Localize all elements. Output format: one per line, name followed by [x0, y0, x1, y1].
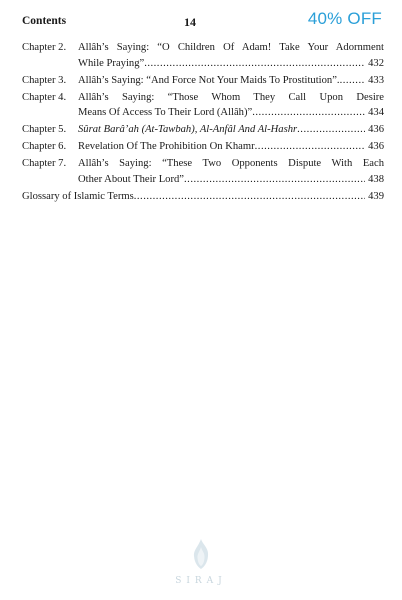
- chapter-title-text: Allâh’s Saying: “And Force Not Your Maids To Prostitution”.: [78, 74, 340, 86]
- dot-leader: [184, 172, 365, 188]
- chapter-title: [78, 40, 384, 71]
- chapter-title-line: [78, 172, 384, 188]
- chapter-label: Chapter 4.: [22, 91, 67, 103]
- toc-entry-chapter-4[interactable]: [22, 90, 384, 121]
- chapter-title-text: Sûrat Barâ’ah (At-Tawbah), Al-Anfâl And Al-Hashr: [78, 124, 298, 135]
- chapter-label: Chapter 3.: [22, 74, 67, 86]
- chapter-title-text: While Praying”: [78, 57, 145, 69]
- chapter-title-line: [78, 105, 384, 121]
- toc-entry-chapter-7[interactable]: [22, 156, 384, 187]
- chapter-title: [78, 73, 384, 89]
- chapter-page-number: 438: [368, 173, 384, 185]
- chapter-title-line: [78, 73, 384, 89]
- dot-leader: [297, 122, 365, 138]
- chapter-label: Chapter 2.: [22, 42, 67, 53]
- chapter-page-number: 434: [368, 107, 384, 118]
- page-header: [22, 9, 382, 34]
- page-number: 14: [184, 15, 196, 29]
- dot-leader: [252, 105, 365, 121]
- glossary-page-number: 439: [368, 190, 384, 202]
- section-title: Contents: [22, 15, 67, 27]
- chapter-label: Chapter 6.: [22, 141, 67, 152]
- flame-logo-icon: [190, 538, 212, 570]
- chapter-title: [78, 122, 384, 138]
- dot-leader: [340, 73, 366, 89]
- chapter-label: Chapter 7.: [22, 158, 67, 169]
- watermark-brand: SIRAJ: [175, 576, 227, 586]
- toc-entry-chapter-5[interactable]: [22, 122, 384, 138]
- dot-leader: [134, 189, 365, 205]
- dot-leader: [144, 56, 365, 72]
- discount-badge: 40% OFF: [307, 9, 382, 28]
- chapter-title: [78, 139, 384, 155]
- chapter-title-line: Allâh’s Saying: “O Children Of Adam! Take Your Adornment: [78, 42, 384, 53]
- glossary-title: [22, 189, 384, 205]
- chapter-title-text: Other About Their Lord”: [78, 173, 185, 185]
- chapter-page-number: 433: [368, 74, 384, 86]
- chapter-title-line: Allâh’s Saying: “Those Whom They Call Upon Desire: [78, 91, 384, 103]
- table-of-contents: [22, 40, 384, 204]
- chapter-page-number: 436: [368, 141, 384, 152]
- chapter-title-line: [78, 139, 384, 155]
- chapter-title: [78, 156, 384, 187]
- chapter-title-text: Means Of Access To Their Lord (Allâh)”: [78, 107, 253, 118]
- chapter-label: Chapter 5.: [22, 124, 67, 135]
- chapter-page-number: 432: [368, 57, 384, 69]
- dot-leader: [255, 139, 365, 155]
- toc-entry-chapter-6[interactable]: [22, 139, 384, 155]
- toc-entry-glossary[interactable]: [22, 189, 384, 205]
- toc-entry-chapter-2[interactable]: [22, 40, 384, 71]
- chapter-title-line: [78, 56, 384, 72]
- chapter-page-number: 436: [368, 124, 384, 135]
- chapter-title-line: [78, 122, 384, 138]
- chapter-title-text: Revelation Of The Prohibition On Khamr: [78, 141, 255, 152]
- glossary-line: [22, 189, 384, 205]
- glossary-title-text: Glossary of Islamic Terms: [22, 190, 134, 202]
- toc-entry-chapter-3[interactable]: [22, 73, 384, 89]
- chapter-title: [78, 90, 384, 121]
- chapter-title-line: Allâh’s Saying: “These Two Opponents Dispute With Each: [78, 158, 384, 169]
